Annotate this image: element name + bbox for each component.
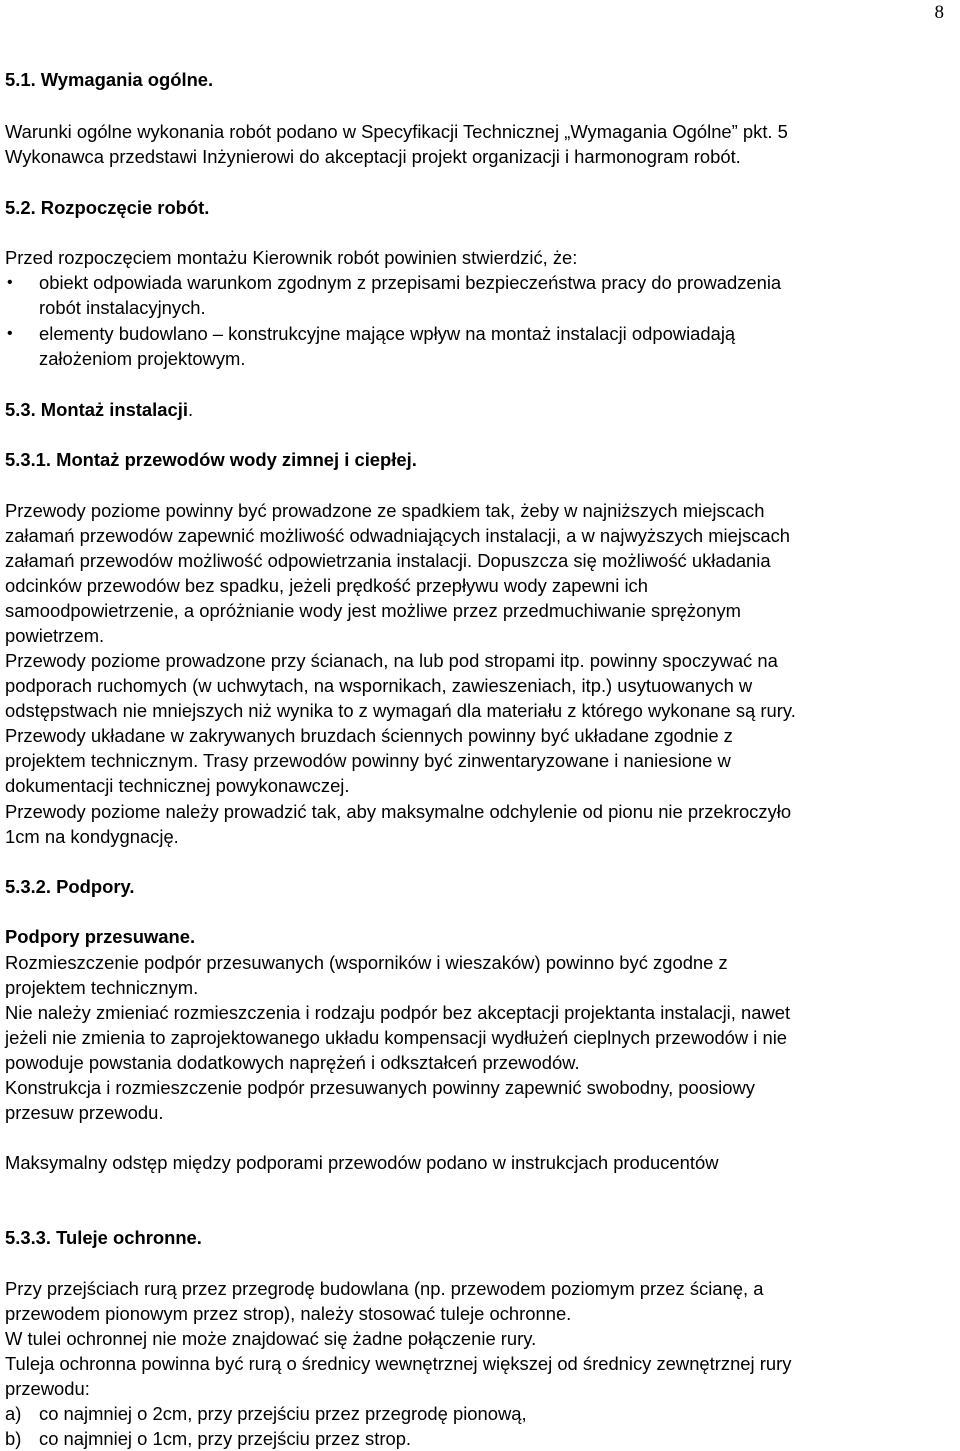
section-heading-5-1: 5.1. Wymagania ogólne.	[5, 69, 214, 90]
paragraph-line: odstępstwach nie mniejszych niż wynika to z wymagań dla materiału z którego wykonane są rury.	[5, 700, 796, 721]
bullet-icon: •	[7, 325, 13, 342]
paragraph-line: Nie należy zmieniać rozmieszczenia i rodzaju podpór bez akceptacji projektanta instalacji, nawet	[5, 1002, 791, 1023]
paragraph-line: Przed rozpoczęciem montażu Kierownik robót powinien stwierdzić, że:	[5, 247, 578, 268]
paragraph-line: Przewody poziome prowadzone przy ścianach, na lub pod stropami itp. powinny spoczywać na	[5, 650, 778, 671]
section-heading-5-3-3: 5.3.3. Tuleje ochronne.	[5, 1227, 202, 1248]
paragraph-line: samoodpowietrzenie, a opróżnianie wody jest możliwe przez przedmuchiwanie sprężonym	[5, 600, 741, 621]
paragraph-line: przewodu:	[5, 1378, 90, 1399]
paragraph-line: Przewody poziome należy prowadzić tak, aby maksymalne odchylenie od pionu nie przekroczyło	[5, 801, 792, 822]
bullet-item-line: założeniom projektowym.	[39, 348, 246, 369]
section-heading-5-3	[5, 398, 193, 422]
paragraph-line: W tulei ochronnej nie może znajdować się żadne połączenie rury.	[5, 1328, 537, 1349]
bullet-item-line: elementy budowlano – konstrukcyjne mające wpływ na montaż instalacji odpowiadają	[39, 323, 736, 344]
paragraph-line: Wykonawca przedstawi Inżynierowi do akceptacji projekt organizacji i harmonogram robót.	[5, 146, 741, 167]
paragraph-line: załamań przewodów możliwość odpowietrzania instalacji. Dopuszcza się możliwość układania	[5, 550, 771, 571]
paragraph-line: powoduje powstania dodatkowych naprężeń i odkształceń przewodów.	[5, 1052, 580, 1073]
paragraph-line: przesuw przewodu.	[5, 1102, 164, 1123]
section-heading-5-3-text: 5.3. Montaż instalacji	[5, 399, 188, 420]
bullet-icon: •	[7, 274, 13, 291]
subheading-podpory-przesuwane: Podpory przesuwane.	[5, 926, 196, 947]
section-heading-5-3-2: 5.3.2. Podpory.	[5, 876, 135, 897]
list-label: a)	[5, 1403, 22, 1424]
section-heading-5-3-dot: .	[187, 399, 194, 420]
list-label: b)	[5, 1428, 22, 1449]
paragraph-line: Przewody układane w zakrywanych bruzdach ściennych powinny być układane zgodnie z	[5, 725, 733, 746]
paragraph-line: projektem technicznym. Trasy przewodów powinny być zinwentaryzowane i naniesione w	[5, 750, 731, 771]
paragraph-line: jeżeli nie zmienia to zaprojektowanego układu kompensacji wydłużeń cieplnych przewodów i nie	[5, 1027, 788, 1048]
paragraph-line: dokumentacji technicznej powykonawczej.	[5, 775, 350, 796]
paragraph-line: projektem technicznym.	[5, 977, 199, 998]
paragraph-line: Przy przejściach rurą przez przegrodę budowlana (np. przewodem poziomym przez ścianę, a	[5, 1278, 764, 1299]
paragraph-line: Konstrukcja i rozmieszczenie podpór przesuwanych powinny zapewnić swobodny, poosiowy	[5, 1077, 755, 1098]
paragraph-line: odcinków przewodów bez spadku, jeżeli prędkość przepływu wody zapewni ich	[5, 575, 648, 596]
list-item-text: co najmniej o 1cm, przy przejściu przez strop.	[39, 1428, 412, 1449]
bullet-item-line: obiekt odpowiada warunkom zgodnym z przepisami bezpieczeństwa pracy do prowadzenia	[39, 272, 782, 293]
paragraph-line: Warunki ogólne wykonania robót podano w Specyfikacji Technicznej „Wymagania Ogólne” pkt. 5	[5, 121, 788, 142]
list-item-text: co najmniej o 2cm, przy przejściu przez przegrodę pionową,	[39, 1403, 527, 1424]
paragraph-line: podporach ruchomych (w uchwytach, na wspornikach, zawieszeniach, itp.) usytuowanych w	[5, 675, 753, 696]
section-heading-5-2: 5.2. Rozpoczęcie robót.	[5, 197, 210, 218]
paragraph-line: 1cm na kondygnację.	[5, 826, 179, 847]
section-heading-5-3-1: 5.3.1. Montaż przewodów wody zimnej i ciepłej.	[5, 449, 417, 470]
paragraph-line: Przewody poziome powinny być prowadzone ze spadkiem tak, żeby w najniższych miejscach	[5, 500, 765, 521]
paragraph-line: Tuleja ochronna powinna być rurą o średnicy wewnętrznej większej od średnicy zewnętrznej rury	[5, 1353, 792, 1374]
paragraph-line: przewodem pionowym przez strop), należy stosować tuleje ochronne.	[5, 1303, 572, 1324]
paragraph-line: załamań przewodów zapewnić możliwość odwadniających instalacji, a w najwyższych miejscach	[5, 525, 790, 546]
paragraph-line: powietrzem.	[5, 625, 105, 646]
bullet-item-line: robót instalacyjnych.	[39, 297, 206, 318]
paragraph-line: Rozmieszczenie podpór przesuwanych (wsporników i wieszaków) powinno być zgodne z	[5, 952, 728, 973]
paragraph-note: Maksymalny odstęp między podporami przewodów podano w instrukcjach producentów	[5, 1152, 719, 1173]
page-number: 8	[934, 2, 944, 23]
